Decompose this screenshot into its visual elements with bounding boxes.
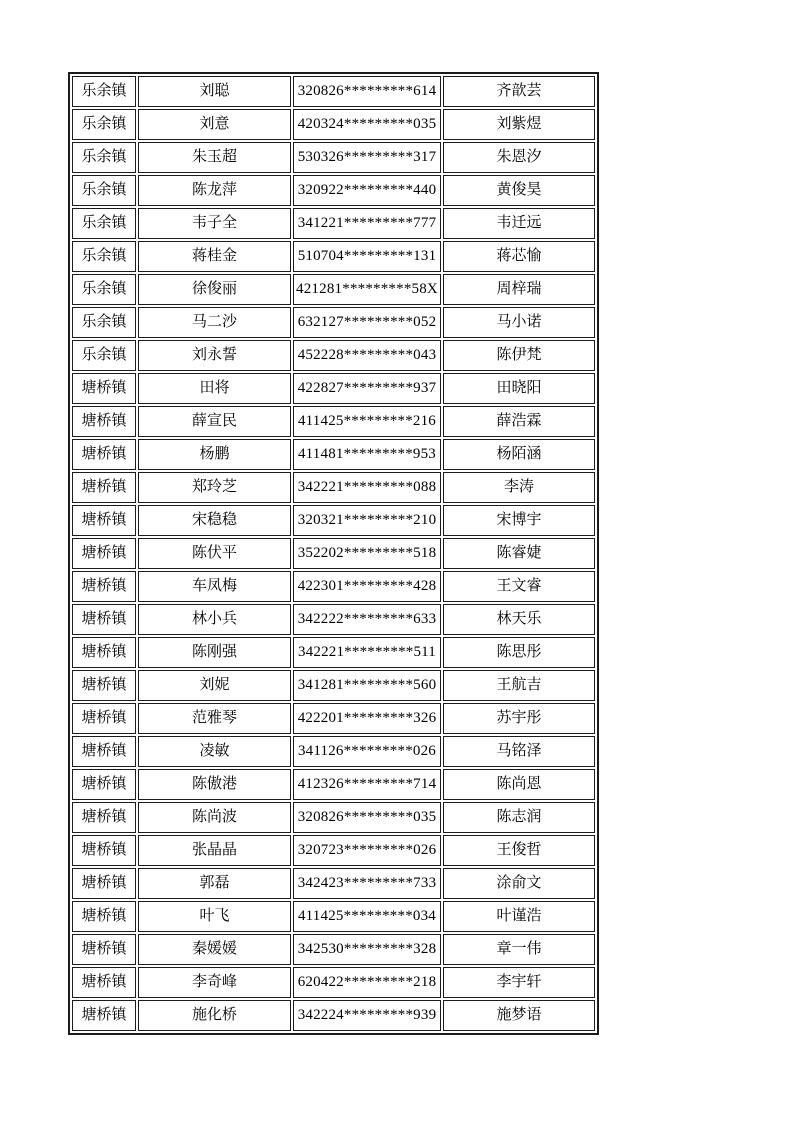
child-name-cell: 王俊哲 xyxy=(443,835,595,866)
town-cell: 乐余镇 xyxy=(72,175,136,206)
id-number-cell: 320321*********210 xyxy=(293,505,441,536)
id-number-cell: 632127*********052 xyxy=(293,307,441,338)
town-cell: 塘桥镇 xyxy=(72,505,136,536)
parent-name-cell: 杨鹏 xyxy=(138,439,291,470)
table-row xyxy=(72,967,595,998)
id-number-cell: 411481*********953 xyxy=(293,439,441,470)
id-number-cell: 341221*********777 xyxy=(293,208,441,239)
parent-name-cell: 刘永誓 xyxy=(138,340,291,371)
table-row xyxy=(72,505,595,536)
parent-name-cell: 刘聪 xyxy=(138,76,291,107)
parent-name-cell: 陈龙萍 xyxy=(138,175,291,206)
child-name-cell: 朱恩汐 xyxy=(443,142,595,173)
parent-name-cell: 陈尚波 xyxy=(138,802,291,833)
table-row xyxy=(72,901,595,932)
roster-body xyxy=(72,76,595,1031)
child-name-cell: 王文睿 xyxy=(443,571,595,602)
child-name-cell: 杨陌涵 xyxy=(443,439,595,470)
table-row xyxy=(72,604,595,635)
table-row xyxy=(72,142,595,173)
table-row xyxy=(72,769,595,800)
child-name-cell: 陈志润 xyxy=(443,802,595,833)
table-row xyxy=(72,274,595,305)
child-name-cell: 黄俊昊 xyxy=(443,175,595,206)
child-name-cell: 田晓阳 xyxy=(443,373,595,404)
id-number-cell: 342222*********633 xyxy=(293,604,441,635)
parent-name-cell: 韦子全 xyxy=(138,208,291,239)
parent-name-cell: 陈伏平 xyxy=(138,538,291,569)
town-cell: 乐余镇 xyxy=(72,208,136,239)
town-cell: 乐余镇 xyxy=(72,142,136,173)
child-name-cell: 涂俞文 xyxy=(443,868,595,899)
id-number-cell: 510704*********131 xyxy=(293,241,441,272)
town-cell: 塘桥镇 xyxy=(72,670,136,701)
table-row xyxy=(72,934,595,965)
id-number-cell: 342221*********511 xyxy=(293,637,441,668)
id-number-cell: 411425*********034 xyxy=(293,901,441,932)
id-number-cell: 411425*********216 xyxy=(293,406,441,437)
id-number-cell: 530326*********317 xyxy=(293,142,441,173)
child-name-cell: 林天乐 xyxy=(443,604,595,635)
table-row xyxy=(72,802,595,833)
town-cell: 乐余镇 xyxy=(72,307,136,338)
parent-name-cell: 刘妮 xyxy=(138,670,291,701)
child-name-cell: 陈尚恩 xyxy=(443,769,595,800)
child-name-cell: 刘紫煜 xyxy=(443,109,595,140)
id-number-cell: 421281*********58X xyxy=(293,274,441,305)
id-number-cell: 420324*********035 xyxy=(293,109,441,140)
parent-name-cell: 宋稳稳 xyxy=(138,505,291,536)
parent-name-cell: 田将 xyxy=(138,373,291,404)
id-number-cell: 342224*********939 xyxy=(293,1000,441,1031)
id-number-cell: 320922*********440 xyxy=(293,175,441,206)
parent-name-cell: 蒋桂金 xyxy=(138,241,291,272)
id-number-cell: 352202*********518 xyxy=(293,538,441,569)
parent-name-cell: 秦媛媛 xyxy=(138,934,291,965)
table-row xyxy=(72,340,595,371)
town-cell: 塘桥镇 xyxy=(72,439,136,470)
town-cell: 塘桥镇 xyxy=(72,967,136,998)
town-cell: 乐余镇 xyxy=(72,274,136,305)
table-row xyxy=(72,208,595,239)
child-name-cell: 王航吉 xyxy=(443,670,595,701)
table-row xyxy=(72,835,595,866)
table-row xyxy=(72,868,595,899)
town-cell: 塘桥镇 xyxy=(72,637,136,668)
parent-name-cell: 李奇峰 xyxy=(138,967,291,998)
parent-name-cell: 施化桥 xyxy=(138,1000,291,1031)
parent-name-cell: 车凤梅 xyxy=(138,571,291,602)
child-name-cell: 苏宇彤 xyxy=(443,703,595,734)
parent-name-cell: 朱玉超 xyxy=(138,142,291,173)
town-cell: 塘桥镇 xyxy=(72,901,136,932)
table-row xyxy=(72,439,595,470)
child-name-cell: 齐歆芸 xyxy=(443,76,595,107)
table-row xyxy=(72,637,595,668)
table-row xyxy=(72,241,595,272)
town-cell: 乐余镇 xyxy=(72,241,136,272)
child-name-cell: 马小诺 xyxy=(443,307,595,338)
id-number-cell: 341281*********560 xyxy=(293,670,441,701)
table-row xyxy=(72,175,595,206)
id-number-cell: 412326*********714 xyxy=(293,769,441,800)
child-name-cell: 李涛 xyxy=(443,472,595,503)
town-cell: 塘桥镇 xyxy=(72,538,136,569)
roster-table xyxy=(68,72,599,1035)
parent-name-cell: 薛宣民 xyxy=(138,406,291,437)
town-cell: 乐余镇 xyxy=(72,109,136,140)
id-number-cell: 341126*********026 xyxy=(293,736,441,767)
table-row xyxy=(72,76,595,107)
town-cell: 塘桥镇 xyxy=(72,1000,136,1031)
table-row xyxy=(72,736,595,767)
child-name-cell: 施梦语 xyxy=(443,1000,595,1031)
parent-name-cell: 刘意 xyxy=(138,109,291,140)
table-row xyxy=(72,703,595,734)
town-cell: 塘桥镇 xyxy=(72,934,136,965)
town-cell: 塘桥镇 xyxy=(72,703,136,734)
id-number-cell: 422301*********428 xyxy=(293,571,441,602)
town-cell: 塘桥镇 xyxy=(72,835,136,866)
town-cell: 乐余镇 xyxy=(72,76,136,107)
table-row xyxy=(72,571,595,602)
id-number-cell: 342530*********328 xyxy=(293,934,441,965)
id-number-cell: 422201*********326 xyxy=(293,703,441,734)
town-cell: 塘桥镇 xyxy=(72,472,136,503)
child-name-cell: 李宇轩 xyxy=(443,967,595,998)
parent-name-cell: 叶飞 xyxy=(138,901,291,932)
table-row xyxy=(72,472,595,503)
id-number-cell: 320826*********614 xyxy=(293,76,441,107)
table-row xyxy=(72,670,595,701)
table-row xyxy=(72,373,595,404)
id-number-cell: 452228*********043 xyxy=(293,340,441,371)
town-cell: 乐余镇 xyxy=(72,340,136,371)
parent-name-cell: 范雅琴 xyxy=(138,703,291,734)
child-name-cell: 周梓瑞 xyxy=(443,274,595,305)
child-name-cell: 马铭泽 xyxy=(443,736,595,767)
id-number-cell: 620422*********218 xyxy=(293,967,441,998)
table-row xyxy=(72,1000,595,1031)
id-number-cell: 342221*********088 xyxy=(293,472,441,503)
id-number-cell: 342423*********733 xyxy=(293,868,441,899)
parent-name-cell: 凌敏 xyxy=(138,736,291,767)
child-name-cell: 蒋芯愉 xyxy=(443,241,595,272)
parent-name-cell: 郑玲芝 xyxy=(138,472,291,503)
child-name-cell: 宋博宇 xyxy=(443,505,595,536)
town-cell: 塘桥镇 xyxy=(72,406,136,437)
child-name-cell: 叶谨浩 xyxy=(443,901,595,932)
child-name-cell: 陈思彤 xyxy=(443,637,595,668)
parent-name-cell: 林小兵 xyxy=(138,604,291,635)
town-cell: 塘桥镇 xyxy=(72,571,136,602)
town-cell: 塘桥镇 xyxy=(72,868,136,899)
parent-name-cell: 陈刚强 xyxy=(138,637,291,668)
id-number-cell: 422827*********937 xyxy=(293,373,441,404)
parent-name-cell: 张晶晶 xyxy=(138,835,291,866)
table-row xyxy=(72,109,595,140)
parent-name-cell: 徐俊丽 xyxy=(138,274,291,305)
parent-name-cell: 马二沙 xyxy=(138,307,291,338)
id-number-cell: 320723*********026 xyxy=(293,835,441,866)
table-row xyxy=(72,406,595,437)
town-cell: 塘桥镇 xyxy=(72,604,136,635)
parent-name-cell: 郭磊 xyxy=(138,868,291,899)
child-name-cell: 韦迁远 xyxy=(443,208,595,239)
child-name-cell: 章一伟 xyxy=(443,934,595,965)
town-cell: 塘桥镇 xyxy=(72,802,136,833)
id-number-cell: 320826*********035 xyxy=(293,802,441,833)
table-row xyxy=(72,538,595,569)
table-row xyxy=(72,307,595,338)
town-cell: 塘桥镇 xyxy=(72,736,136,767)
town-cell: 塘桥镇 xyxy=(72,769,136,800)
child-name-cell: 陈睿婕 xyxy=(443,538,595,569)
child-name-cell: 陈伊梵 xyxy=(443,340,595,371)
town-cell: 塘桥镇 xyxy=(72,373,136,404)
child-name-cell: 薛浩霖 xyxy=(443,406,595,437)
parent-name-cell: 陈傲港 xyxy=(138,769,291,800)
